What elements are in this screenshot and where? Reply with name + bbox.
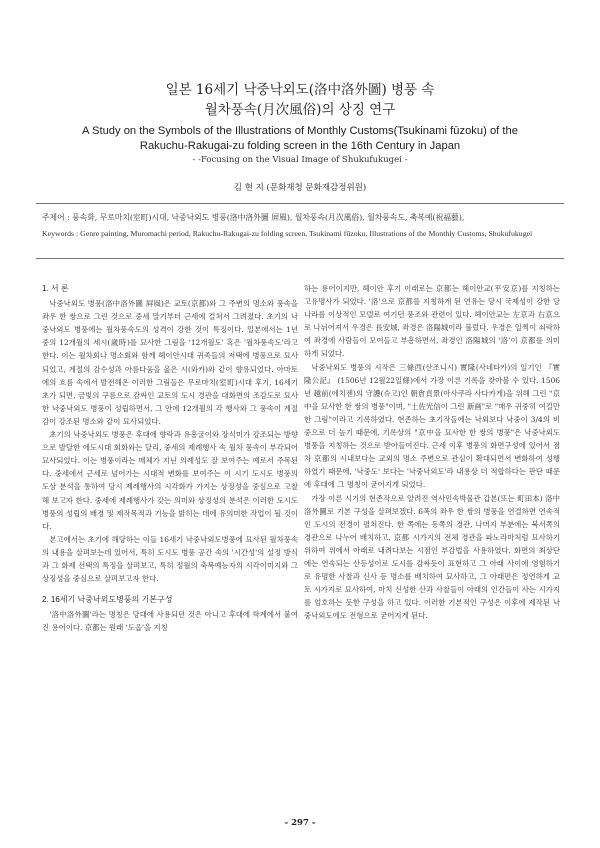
keywords-top-divider [36,203,564,204]
keywords-korean: 주제어 : 풍속화, 무로마치(室町)시대, 낙중낙외도 병풍(洛中洛外圖 屛風), 월차풍속(月次風俗), 월차풍속도, 축복예(祝福藝), [42,213,465,222]
intro-paragraph-3: 본고에서는 초기에 해당하는 이들 16세기 낙중낙외도병풍에 묘사된 월차풍속의 내용을 살펴보는데 있어서, 특히 도시도 병풍 공간 속의 '시간성'의 설정 방식과 그 화제 선택의 특징을 살펴보고, 특히 정월의 축복예능자의 시각이미지와 그 상징성을 중심으로 살펴보고자 한다. [42,534,298,584]
section-2-paragraph-1: '洛中洛外圖'라는 명칭은 당대에 사용되던 것은 아니고 후대에 학계에서 붙여진 용어이다. 京都는 원래 '도읍'을 지칭 [42,610,298,633]
korean-title [40,80,560,120]
intro-paragraph-1: 낙중낙외도 병풍(洛中洛外圖 屛風)은 교토(京都)와 그 주변의 명소와 풍속을 좌우 한 쌍으로 그린 것으로 중세 말기부터 근세에 걸쳐서 그려졌다. 초기의 낙중낙외도 병풍에는 월차풍속도의 성격이 강한 것이 특징이다. 일본에서는 1년 중의 12개월의 세시(歲時)를 묘사한 그림을 '12개월도' 혹은 '월차풍속도'라고 한다. 이는 월차회나 명소회와 함께 헤이안시대 귀족들의 저택에 병풍으로 묘사되었고, 계절의 감수성과 아름다움을 읊은 시(와카)와 같이 향유되었다. 아마토에의 흐름 속에서 발전해온 이러한 그림들은 무로마치(室町)시대 후기, 16세기 초가 되면, 금빛의 구름으로 감싸인 교토의 도시 경관을 대화면의 조감도로 묘사한 낙중낙외도 병풍이 성립하면서, 그 안에 12개월의 각 행사와 그 풍속이 계절감이 강조된 명소와 같이 묘사되었다. [42,299,298,426]
right-paragraph-2: 낙중낙외도 병풍의 시작은 三條西(산조니시) 實隆(사네타카)의 일기인 『實隆公記』 (1506년 12월22일條)에서 가장 이른 기록을 찾아볼 수 있다. 1506년 越前(에치젠)의 守護(슈고)인 朝倉貞景(아사쿠라 사다카게)을 위해 그린 "京中을 묘사한 한 쌍의 병풍"이며, "土佐光信이 그린 新画"로 "매우 귀중히 여길만한 그림"이라고 기록하였다. 현존하는 초기작들에는 낙외보다 낙중이 3/4의 비중으로 더 높기 때문에, 기록상의 "京中을 묘사한 한 쌍의 병풍"은 낙중낙외도 병풍을 지칭하는 것으로 받아들여진다. 근세 이후 병풍의 화면구성에 있어서 점차 京都의 시내보다는 교외의 명소 주변으로 관심이 확대되면서 변화하여 성행하였기 때문에, '낙중도' 보다는 '낙중낙외도'라 내용상 더 적합하다는 판단 때문에 후대에 그 명칭이 굳어지게 되었다. [304,362,560,490]
right-paragraph-3: 가장 이른 시기의 현존작으로 알려진 역사민속박물관 갑본(또는 町田本) 洛中洛外圖로 기본 구성을 살펴보겠다. 6폭의 좌우 한 쌍의 병풍을 연결하면 연속적인 도시의 전경이 펼쳐진다. 한 쪽에는 동쪽의 경관, 나머지 부분에는 북서쪽의 경관으로 나누어 배치하고, 京都 시가지의 전체 경관을 파노라마처럼 묘사하기 위하여 위에서 아래로 내려다보는 시점인 부감법을 사용하였다. 화면의 최상단에는 연속되는 산등성이로 도시를 감싸듯이 표현하고 그 아래 사이에 영험하기로 유명한 사찰과 신사 등 명소를 배치하여 묘사하고, 그 아래편은 정연하게 교토 시가지로 묘사하여, 마치 신성한 산과 사찰들이 아래의 인간들이 사는 시가지를 엄호하는 듯한 구성을 하고 있다. 이러한 기본적인 구성은 이후에 제작된 낙중낙외도에도 전형으로 굳어지게 된다. [304,493,560,621]
right-paragraph-1: 하는 용어이지만, 헤이안 후기 이래로는 京都는 헤이안교(平安京)를 지칭하는 고유명사가 되었다. '洛'으로 京都를 지칭하게 된 연유는 당시 국제성이 강한 당나라를 이상적인 모델로 여기던 풍조와 관련이 있다. 헤이안교는 左京과 右京으로 나뉘어져서 우경은 長安城, 좌경은 洛陽城이라 불렀다. 우경은 일찍이 쇠락하여 좌경에 사람들이 모여들고 부흥하면서, 좌경인 洛陽城의 '洛'이 京都를 의미하게 되었다. [304,284,560,359]
section-2-heading: 2. 16세기 낙중낙외도병풍의 기본구성 [42,595,173,605]
english-title-line-1: A Study on the Symbols of the Illustrations of Monthly Customs(Tsukinami fūzoku) of the [82,125,518,137]
korean-title-line-2: 월차풍속(月次風俗)의 상징 연구 [204,102,396,118]
keywords-bottom-divider [36,258,564,259]
korean-title-line-1: 일본 16세기 낙중낙외도(洛中洛外圖) 병풍 속 [165,82,435,98]
english-title-line-2: Rakuchu-Rakugai-zu folding screen in the 16th Century in Japan [139,140,461,152]
english-title [30,124,570,154]
right-column [304,282,560,622]
intro-paragraph-2: 초기의 낙중낙외도 병풍은 후대에 향락과 유흥굴이와 장식미가 강조되는 방향으로 발달한 에도시대 회화와는 달리, 중세의 제례행사 속 월차 풍속이 부각되어 묘사되었다. 이는 병풍이라는 매체가 지닌 의례성도 잘 보여주는 예로서 주목된다. 중세에서 근세로 넘어가는 시대적 변화를 보여주는 이 시기 도시도 병풍의 도상 분석을 통하여 당시 제례행사의 시각화가 가지는 상징성을 중심으로 고찰해 보고자 한다. 중세에 제례행사가 갖는 의미와 상징성의 분석은 이러한 도시도 병풍의 성립의 배경 및 제작목적과 기능을 밝히는 데에 유의미한 작업이 될 것이다. [42,430,298,531]
keywords-english: Keywords : Genre painting, Muromachi period, Rakuchu-Rakugai-zu folding screen, Tsukinami fūzoku, Illustrations of the Monthly Customs, Shukufukugei [42,229,533,238]
subtitle: - -Focusing on the Visual Image of Shukufukugei - [192,155,408,165]
author-line: 김 현 지 (문화재청 문화재감정위원) [233,183,367,193]
introduction-heading: 1. 서 론 [42,284,69,293]
left-column [42,282,298,634]
page-number: - 297 - [284,818,316,828]
